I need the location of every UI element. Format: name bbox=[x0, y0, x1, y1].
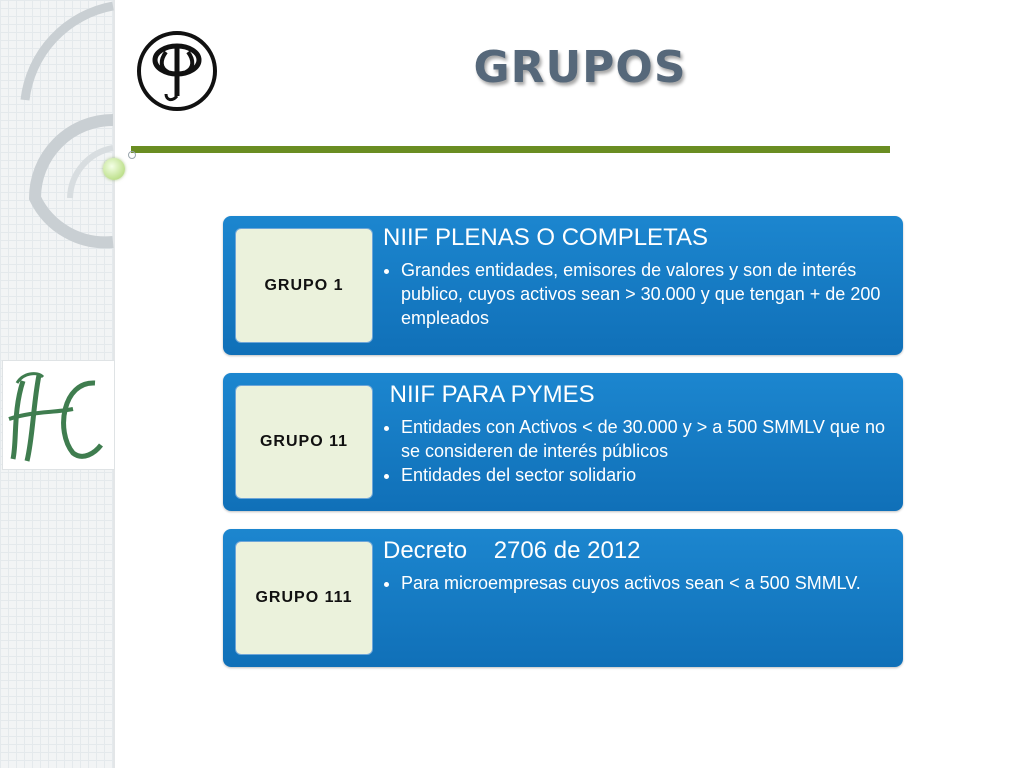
slide-title: GRUPOS bbox=[473, 42, 687, 93]
list-item: • Grandes entidades, emisores de valores y son de interés publico, cuyos activos sean > 30.000 y que tengan + de 200 empleados bbox=[401, 258, 891, 330]
group-badge: GRUPO 1 bbox=[235, 228, 373, 343]
group-content bbox=[383, 535, 891, 595]
group-content bbox=[383, 222, 891, 330]
group-bullets bbox=[383, 415, 891, 487]
group-badge: GRUPO 11 bbox=[235, 385, 373, 499]
decorative-ring bbox=[128, 151, 136, 159]
monogram-icon bbox=[3, 361, 114, 469]
list-item: • Entidades con Activos < de 30.000 y > a 500 SMMLV que no se consideren de interés públicos bbox=[401, 415, 891, 463]
group-badge: GRUPO 111 bbox=[235, 541, 373, 655]
list-item: • Entidades del sector solidario bbox=[401, 463, 891, 487]
group-heading: Decreto 2706 de 2012 bbox=[383, 537, 641, 564]
group-heading: NIIF PLENAS O COMPLETAS bbox=[383, 224, 708, 251]
group-card-2 bbox=[223, 373, 903, 511]
group-content bbox=[383, 379, 891, 487]
group-bullets bbox=[383, 571, 891, 595]
title-underline bbox=[131, 146, 890, 153]
group-card-1 bbox=[223, 216, 903, 355]
decorative-dot bbox=[103, 158, 125, 180]
group-heading: NIIF PARA PYMES bbox=[383, 381, 595, 408]
list-item: • Para microempresas cuyos activos sean < a 500 SMMLV. bbox=[401, 571, 891, 595]
monogram-image bbox=[2, 360, 115, 470]
group-bullets bbox=[383, 258, 891, 330]
logo-icon bbox=[136, 30, 218, 112]
group-card-3 bbox=[223, 529, 903, 667]
